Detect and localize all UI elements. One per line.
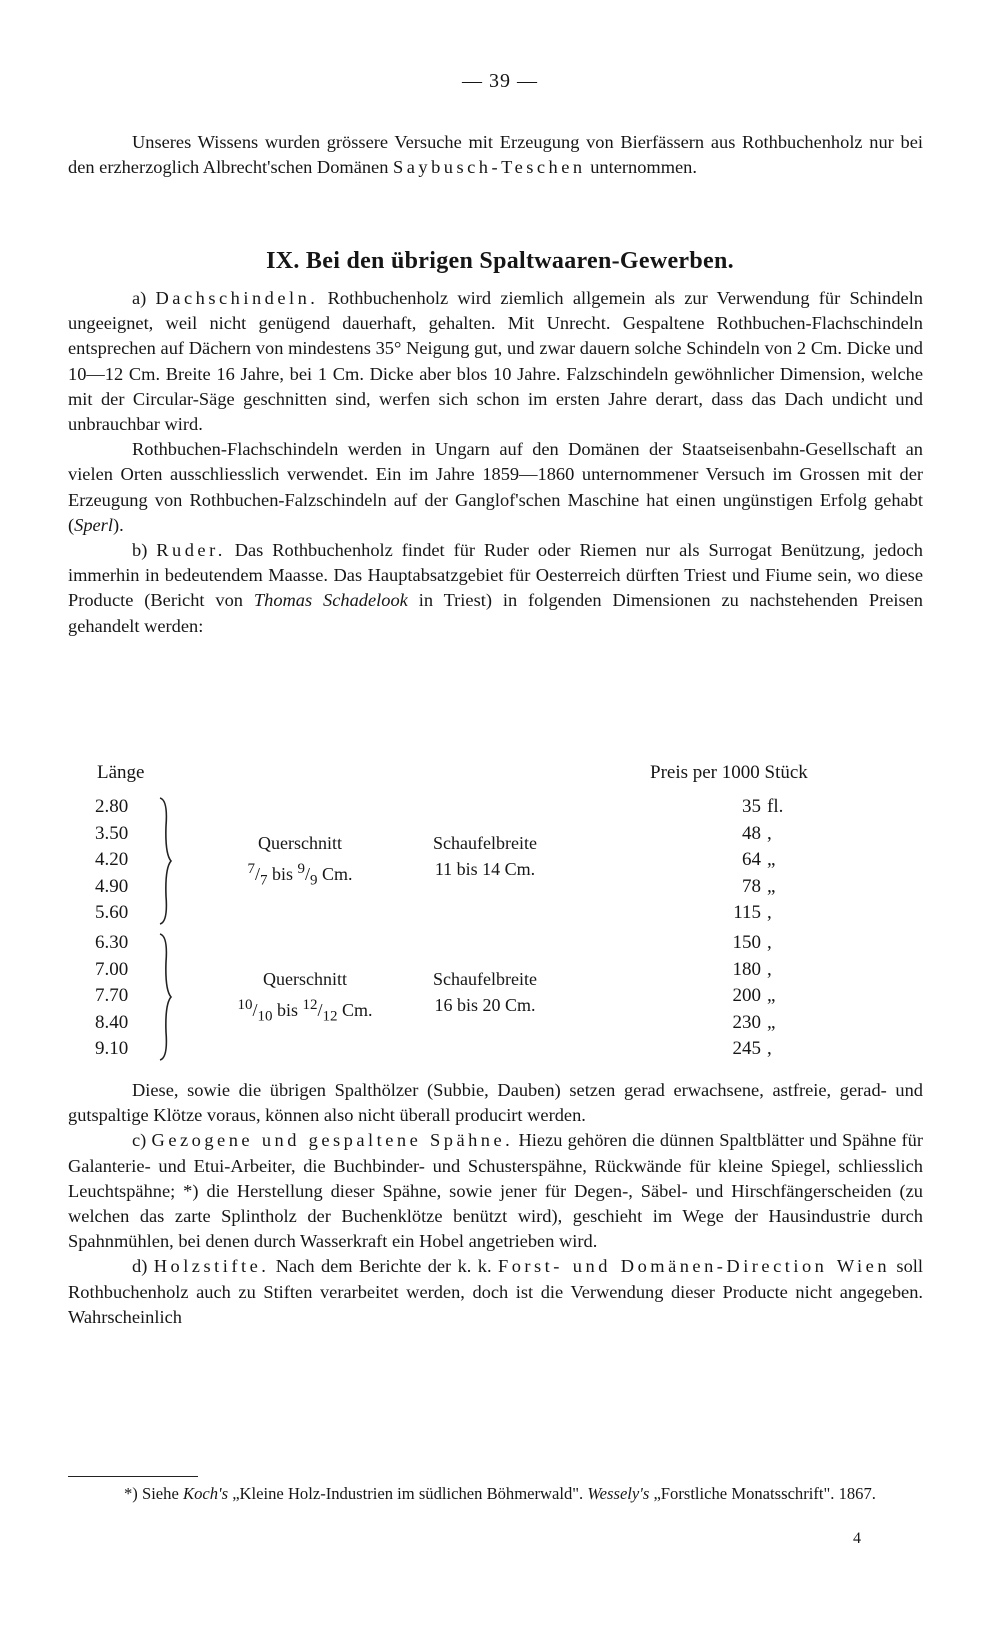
length-value: 3.50 — [95, 822, 129, 844]
price-unit: fl. — [767, 796, 784, 817]
length-group-1 — [95, 794, 165, 927]
paragraph-c — [68, 1128, 923, 1254]
para-d-text1: Nach dem Berichte der k. k. — [269, 1256, 498, 1277]
price-unit: , — [767, 1038, 772, 1059]
para-d-text2: soll Rothbuchenholz auch zu Stiften verarbeitet werden, doch ist die Verwendung dieser Producte nicht angegeben. Wahrscheinlich — [68, 1256, 923, 1327]
length-value: 9.10 — [95, 1038, 129, 1059]
paragraph-d — [68, 1254, 923, 1330]
price-unit: „ — [767, 875, 776, 897]
price-unit: , — [767, 958, 772, 980]
paragraph-b — [68, 538, 923, 639]
price-value: 64 — [742, 849, 761, 870]
length-header: Länge — [97, 762, 145, 783]
para-d-label: d) — [132, 1256, 154, 1277]
footnote-italic2: Wessely's — [587, 1484, 650, 1503]
para-c-label: c) — [132, 1130, 152, 1151]
price-header: Preis per 1000 Stück — [650, 762, 808, 783]
paragraph-a2 — [68, 437, 923, 538]
page-number: — 39 — — [462, 70, 538, 92]
para-a2-end: ). — [112, 514, 124, 535]
section-heading: IX. Bei den übrigen Spaltwaaren-Gewerben. — [266, 248, 734, 274]
price-unit: , — [767, 822, 772, 844]
price-value: 180 — [732, 958, 761, 980]
para-c-text: Hiezu gehören die dünnen Spaltblätter und Spähne für Galanterie- und Etui-Arbeiter, die Buchbinder- und Schusterspähne, Rückwände für kleine Spiegel, schliesslich Leuchtspähne; *) die Herstellung dieser Spähne, sowie jener für Degen-, Säbel- und Hirschfängerscheiden (zu welchen das zarte Splintholz der Buchenklötze benützt wird), geschieht im Wege der Hausindustrie durch Spahnmühlen, bei denen durch Wasserkraft ein Hobel angetrieben wird. — [68, 1130, 923, 1252]
price-value: 115 — [733, 902, 761, 923]
length-value: 7.00 — [95, 958, 129, 980]
corner-mark: 4 — [853, 1530, 861, 1547]
para-b-text: Das Rothbuchenholz findet für Ruder oder Riemen nur als Surrogat Benützung, jedoch immerhin in bedeutendem Maasse. Das Hauptabsatzgebiet für Oesterreich dürften Triest und Fiume sein, wo diese Producte (Bericht von — [68, 540, 923, 611]
price-value: 230 — [732, 1011, 761, 1033]
quer-label-1 — [225, 830, 375, 894]
price-value: 150 — [732, 932, 761, 953]
section-body-2 — [68, 1078, 923, 1330]
quer-label-2 — [225, 966, 385, 1030]
quer-label: Querschnitt — [258, 833, 342, 853]
price-unit: , — [767, 932, 772, 953]
schaufel-label: Schaufelbreite — [433, 833, 537, 853]
length-value: 4.20 — [95, 849, 129, 870]
price-unit: „ — [767, 849, 776, 870]
length-group-2 — [95, 930, 165, 1063]
intro-end-text: unternommen. — [585, 157, 697, 178]
para-d-spaced: Holzstifte. — [153, 1256, 270, 1277]
schaufel-value: 16 bis 20 Cm. — [434, 995, 536, 1015]
para-a2-italic: Sperl — [74, 514, 113, 535]
para-b-label: b) — [132, 540, 157, 561]
footnote-text3: „Forstliche Monatsschrift". 1867. — [649, 1484, 876, 1503]
price-value: 78 — [742, 875, 761, 897]
price-unit: „ — [767, 1011, 776, 1033]
para-d-spaced2: Forst- und Domänen-Direction Wien — [497, 1256, 891, 1277]
paragraph-a — [68, 286, 923, 437]
quer-label: Querschnitt — [263, 969, 347, 989]
length-value: 7.70 — [95, 985, 129, 1006]
schaufel-label-1 — [405, 830, 565, 882]
price-group-2 — [705, 930, 795, 1063]
schaufel-value: 11 bis 14 Cm. — [434, 859, 536, 879]
price-value: 200 — [732, 985, 761, 1006]
para-a-text: Rothbuchenholz wird ziemlich allgemein als zur Verwendung für Schindeln ungeeignet, weil nicht genügend dauerhaft, gehalten. Mit Unrecht. Gespaltene Rothbuchen-Flachschindeln entsprechen auf Dächern von mindestens 35° Neigung gut, und zwar dauern solche Schindeln von 2 Cm. Dicke und 10—12 Cm. Breite 16 Jahre, bei 1 Cm. Dicke aber blos 10 Jahre. Falzschindeln gewöhnlicher Dimension, welche mit der Circular-Säge geschnitten sind, werfen sich schon im ersten Jahre derart, dass das Dach undicht und unbrauchbar wird. — [68, 288, 923, 435]
intro-paragraph — [68, 130, 923, 180]
footnote-italic1: Koch's — [183, 1484, 229, 1503]
price-unit: , — [767, 902, 772, 923]
schaufel-label: Schaufelbreite — [433, 969, 537, 989]
para-b-end: in Triest) in folgenden Dimensionen zu nachstehenden Preisen gehandelt werden: — [68, 590, 923, 636]
length-value: 6.30 — [95, 932, 129, 953]
length-value: 5.60 — [95, 902, 129, 923]
para-a-spaced: Dachschindeln. — [155, 288, 319, 308]
para-b-spaced: Ruder. — [156, 540, 226, 561]
price-unit: „ — [767, 985, 776, 1006]
length-value: 8.40 — [95, 1011, 129, 1033]
intro-spaced-text: Saybusch-Teschen — [393, 157, 586, 178]
footnote-rule — [68, 1476, 198, 1477]
intro-text: Unseres Wissens wurden grössere Versuche mit Erzeugung von Bierfässern aus Rothbuchenholz nur bei den erzherzoglich Albrecht'schen Domänen — [68, 132, 923, 178]
footnote — [68, 1482, 923, 1506]
footnote-text2: „Kleine Holz-Industrien im südlichen Böhmerwald". — [228, 1484, 588, 1503]
para-c-spaced: Gezogene und gespaltene Spähne. — [151, 1130, 514, 1151]
paragraph-after-table: Diese, sowie die übrigen Spalthölzer (Subbie, Dauben) setzen gerad erwachsene, astfreie, gerad- und gutspaltige Klötze voraus, können also nicht überall producirt werden. — [68, 1080, 923, 1126]
quer-value: $^7/_7$ bis $^9/_9$ Cm. — [247, 861, 353, 889]
price-value: 245 — [732, 1038, 761, 1059]
brace-1 — [158, 796, 172, 926]
length-value: 2.80 — [95, 796, 129, 817]
schaufel-label-2 — [405, 966, 565, 1018]
footnote-text1: *) Siehe — [124, 1484, 183, 1503]
length-value: 4.90 — [95, 875, 129, 897]
para-b-italic: Thomas Schadelook — [253, 590, 408, 611]
para-a2-text: Rothbuchen-Flachschindeln werden in Ungarn auf den Domänen der Staatseisenbahn-Gesellschaft an vielen Orten ausschliesslich verwendet. Ein im Jahre 1859—1860 unternommener Versuch im Grossen mit der Erzeugung von Rothbuchen-Falzschindeln auf der Ganglof'schen Maschine hat einen ungünstigen Erfolg gehabt ( — [68, 439, 923, 535]
price-value: 48 — [742, 822, 761, 844]
para-a-label: a) — [132, 288, 156, 308]
section-body — [68, 286, 923, 639]
price-group-1 — [705, 794, 795, 927]
price-value: 35 — [742, 796, 761, 817]
quer-value: $^{10}/_{10}$ bis $^{12}/_{12}$ Cm. — [237, 997, 373, 1025]
price-table — [0, 758, 1000, 1118]
brace-2 — [158, 932, 172, 1062]
